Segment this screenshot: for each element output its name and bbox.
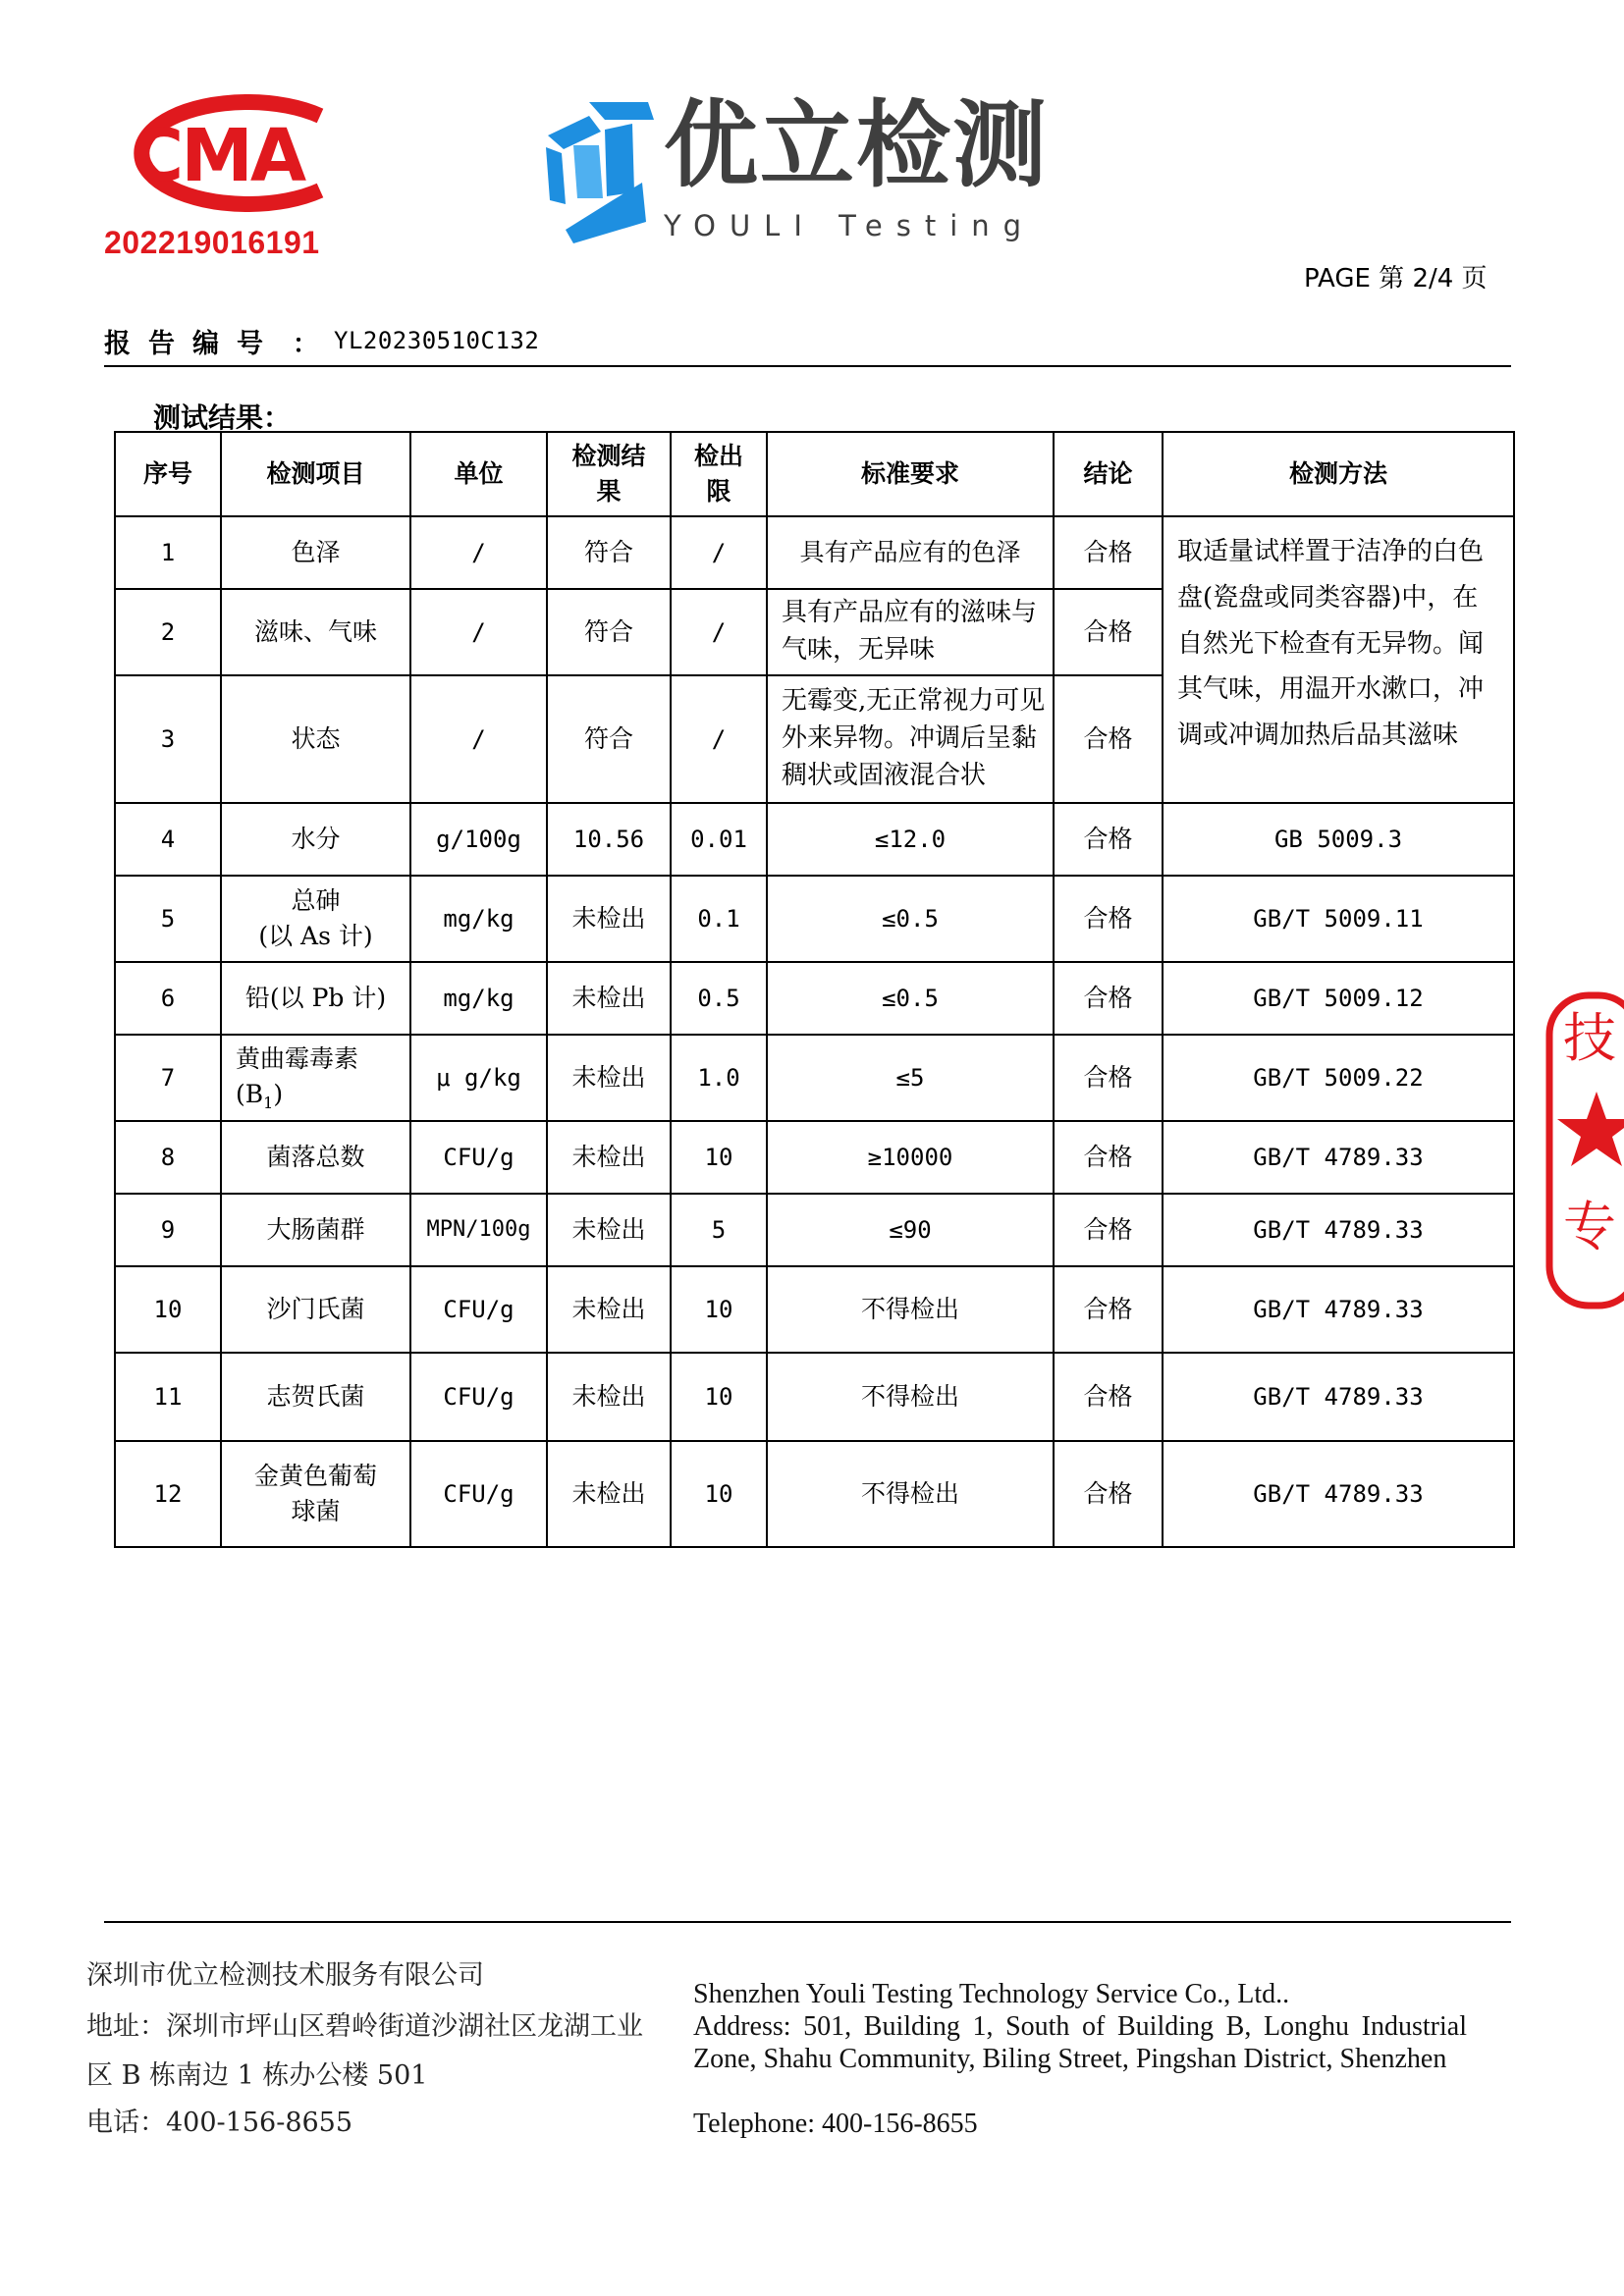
footer-address-cn: 地址：深圳市坪山区碧岭街道沙湖社区龙湖工业区 B 栋南边 1 栋办公楼 501 bbox=[86, 2011, 643, 2091]
cell-requirement: ≤12.0 bbox=[767, 803, 1054, 876]
cell-conclusion: 合格 bbox=[1054, 1266, 1163, 1353]
cell-unit: MPN/100g bbox=[410, 1194, 547, 1266]
table-row bbox=[115, 1194, 1514, 1266]
cell-result: 符合 bbox=[547, 516, 671, 589]
table-row bbox=[115, 1441, 1514, 1547]
cell-unit: CFU/g bbox=[410, 1441, 547, 1547]
cell-no: 7 bbox=[115, 1035, 221, 1121]
cell-requirement: 具有产品应有的滋味与气味，无异味 bbox=[767, 589, 1054, 675]
cell-limit: 0.01 bbox=[671, 803, 767, 876]
table-row bbox=[115, 1353, 1514, 1441]
cell-conclusion: 合格 bbox=[1054, 675, 1163, 803]
cell-item-line: 总砷 bbox=[291, 885, 341, 915]
cell-conclusion: 合格 bbox=[1054, 1121, 1163, 1194]
cell-item: 志贺氏菌 bbox=[221, 1353, 410, 1441]
cell-item-line: 球菌 bbox=[291, 1497, 341, 1525]
cell-requirement: 无霉变,无正常视力可见外来异物。冲调后呈黏稠状或固液混合状 bbox=[767, 675, 1054, 803]
report-number-colon: ： bbox=[293, 330, 319, 359]
results-table bbox=[114, 431, 1515, 1548]
cell-unit: CFU/g bbox=[410, 1121, 547, 1194]
cell-unit: / bbox=[410, 516, 547, 589]
cell-requirement: 不得检出 bbox=[767, 1266, 1054, 1353]
cell-result: 符合 bbox=[547, 675, 671, 803]
cell-result: 10.56 bbox=[547, 803, 671, 876]
cell-result: 符合 bbox=[547, 589, 671, 675]
cell-result: 未检出 bbox=[547, 962, 671, 1035]
cell-item: 菌落总数 bbox=[221, 1121, 410, 1194]
cell-no: 11 bbox=[115, 1353, 221, 1441]
cell-unit: μ g/kg bbox=[410, 1035, 547, 1121]
table-row bbox=[115, 1121, 1514, 1194]
cell-limit: 1.0 bbox=[671, 1035, 767, 1121]
table-row bbox=[115, 1035, 1514, 1121]
cell-conclusion: 合格 bbox=[1054, 1194, 1163, 1266]
cell-item bbox=[221, 876, 410, 962]
cell-requirement: 不得检出 bbox=[767, 1353, 1054, 1441]
cell-conclusion: 合格 bbox=[1054, 589, 1163, 675]
cell-limit: 10 bbox=[671, 1266, 767, 1353]
cell-conclusion: 合格 bbox=[1054, 1353, 1163, 1441]
footer-company-cn: 深圳市优立检测技术服务有限公司 bbox=[86, 1960, 484, 1991]
cell-no: 12 bbox=[115, 1441, 221, 1547]
cell-no: 4 bbox=[115, 803, 221, 876]
cma-logo-text: CMA bbox=[130, 114, 304, 198]
cell-conclusion: 合格 bbox=[1054, 962, 1163, 1035]
report-number-label: 报告编号 bbox=[104, 329, 281, 359]
cell-item: 沙门氏菌 bbox=[221, 1266, 410, 1353]
header-divider bbox=[104, 365, 1511, 367]
cell-item-text: ) bbox=[273, 1080, 284, 1109]
footer-divider bbox=[104, 1921, 1511, 1923]
cell-conclusion: 合格 bbox=[1054, 516, 1163, 589]
cell-requirement: ≤90 bbox=[767, 1194, 1054, 1266]
cell-limit: 10 bbox=[671, 1353, 767, 1441]
column-header bbox=[671, 432, 767, 516]
brand-name: 优立检测 bbox=[664, 89, 1049, 200]
cell-limit: 5 bbox=[671, 1194, 767, 1266]
cell-method: GB/T 4789.33 bbox=[1163, 1121, 1514, 1194]
cell-item-line: 金黄色葡萄 bbox=[253, 1461, 377, 1490]
seal-char: 技 bbox=[1563, 1007, 1616, 1069]
cell-method-shared: 取适量试样置于洁净的白色盘(瓷盘或同类容器)中，在自然光下检查有无异物。闻其气味，用温开水漱口，冲调或冲调加热后品其滋味 bbox=[1163, 516, 1514, 803]
cell-result: 未检出 bbox=[547, 1441, 671, 1547]
cell-limit: / bbox=[671, 675, 767, 803]
cell-unit: CFU/g bbox=[410, 1353, 547, 1441]
cell-item-subscript: 1 bbox=[263, 1094, 274, 1113]
cell-no: 5 bbox=[115, 876, 221, 962]
cell-item-line bbox=[236, 1077, 404, 1114]
cell-item-text: (B bbox=[236, 1080, 264, 1109]
brand-logo-icon bbox=[544, 102, 654, 243]
cell-item: 状态 bbox=[221, 675, 410, 803]
cell-unit: mg/kg bbox=[410, 962, 547, 1035]
cell-method: GB/T 4789.33 bbox=[1163, 1441, 1514, 1547]
section-title: 测试结果： bbox=[153, 401, 292, 434]
cell-conclusion: 合格 bbox=[1054, 1441, 1163, 1547]
cell-no: 6 bbox=[115, 962, 221, 1035]
cell-method: GB/T 4789.33 bbox=[1163, 1266, 1514, 1353]
cell-conclusion: 合格 bbox=[1054, 876, 1163, 962]
cell-item bbox=[221, 1035, 410, 1121]
cell-result: 未检出 bbox=[547, 1266, 671, 1353]
cell-limit: 10 bbox=[671, 1121, 767, 1194]
cma-certificate-number: 202219016191 bbox=[104, 225, 320, 260]
cell-result: 未检出 bbox=[547, 1035, 671, 1121]
cell-limit: / bbox=[671, 516, 767, 589]
cell-requirement: 具有产品应有的色泽 bbox=[767, 516, 1054, 589]
table-row bbox=[115, 962, 1514, 1035]
footer-phone-cn: 电话：400-156-8655 bbox=[86, 2108, 353, 2138]
cell-no: 10 bbox=[115, 1266, 221, 1353]
cell-no: 2 bbox=[115, 589, 221, 675]
cell-conclusion: 合格 bbox=[1054, 803, 1163, 876]
cell-result: 未检出 bbox=[547, 1353, 671, 1441]
cell-item-line: (以 As 计) bbox=[258, 922, 373, 950]
seal-stamp bbox=[1542, 982, 1624, 1315]
cell-no: 1 bbox=[115, 516, 221, 589]
footer-phone-en: Telephone: 400-156-8655 bbox=[693, 2109, 978, 2139]
seal-char: 专 bbox=[1563, 1196, 1616, 1257]
cell-no: 3 bbox=[115, 675, 221, 803]
column-header: 单位 bbox=[410, 432, 547, 516]
cell-requirement: 不得检出 bbox=[767, 1441, 1054, 1547]
cell-result: 未检出 bbox=[547, 876, 671, 962]
table-row bbox=[115, 876, 1514, 962]
footer-company-en: Shenzhen Youli Testing Technology Service Co., Ltd.. bbox=[693, 1979, 1290, 2009]
table-row bbox=[115, 516, 1514, 589]
cell-method: GB/T 4789.33 bbox=[1163, 1353, 1514, 1441]
table-header-row bbox=[115, 432, 1514, 516]
table-row bbox=[115, 803, 1514, 876]
cell-limit: / bbox=[671, 589, 767, 675]
cell-result: 未检出 bbox=[547, 1194, 671, 1266]
cell-limit: 0.1 bbox=[671, 876, 767, 962]
cell-requirement: ≤5 bbox=[767, 1035, 1054, 1121]
cell-unit: mg/kg bbox=[410, 876, 547, 962]
cell-requirement: ≤0.5 bbox=[767, 962, 1054, 1035]
cell-method: GB 5009.3 bbox=[1163, 803, 1514, 876]
column-header: 检测项目 bbox=[221, 432, 410, 516]
column-header: 标准要求 bbox=[767, 432, 1054, 516]
cell-result: 未检出 bbox=[547, 1121, 671, 1194]
cell-requirement: ≥10000 bbox=[767, 1121, 1054, 1194]
cell-item: 色泽 bbox=[221, 516, 410, 589]
cell-method: GB/T 4789.33 bbox=[1163, 1194, 1514, 1266]
cell-limit: 0.5 bbox=[671, 962, 767, 1035]
brand-name-english: YOULI Testing bbox=[664, 209, 1036, 242]
page-indicator: PAGE 第 2/4 页 bbox=[1304, 264, 1488, 294]
seal-star-icon bbox=[1557, 1092, 1624, 1166]
cell-no: 9 bbox=[115, 1194, 221, 1266]
cell-method: GB/T 5009.12 bbox=[1163, 962, 1514, 1035]
column-header-text: 检测结果 bbox=[571, 441, 646, 506]
cell-limit: 10 bbox=[671, 1441, 767, 1547]
cell-item: 滋味、气味 bbox=[221, 589, 410, 675]
cell-item: 水分 bbox=[221, 803, 410, 876]
cell-unit: CFU/g bbox=[410, 1266, 547, 1353]
cell-item-line: 黄曲霉毒素 bbox=[236, 1043, 359, 1073]
column-header: 检测方法 bbox=[1163, 432, 1514, 516]
cma-logo bbox=[88, 94, 346, 212]
cell-unit: g/100g bbox=[410, 803, 547, 876]
cell-no: 8 bbox=[115, 1121, 221, 1194]
footer-address-en: Address: 501, Building 1, South of Building B, Longhu Industrial Zone, Shahu Community, Biling Street, Pingshan District, Shenzhen bbox=[693, 2011, 1467, 2074]
table-row bbox=[115, 1266, 1514, 1353]
cell-conclusion: 合格 bbox=[1054, 1035, 1163, 1121]
column-header: 序号 bbox=[115, 432, 221, 516]
column-header: 结论 bbox=[1054, 432, 1163, 516]
cell-unit: / bbox=[410, 589, 547, 675]
cell-method: GB/T 5009.11 bbox=[1163, 876, 1514, 962]
column-header bbox=[547, 432, 671, 516]
cell-method: GB/T 5009.22 bbox=[1163, 1035, 1514, 1121]
cell-item: 铅(以 Pb 计) bbox=[221, 962, 410, 1035]
cell-item bbox=[221, 1441, 410, 1547]
cell-requirement: ≤0.5 bbox=[767, 876, 1054, 962]
report-number: YL20230510C132 bbox=[334, 327, 540, 354]
cell-unit: / bbox=[410, 675, 547, 803]
column-header-text: 检出限 bbox=[693, 441, 743, 506]
cell-item: 大肠菌群 bbox=[221, 1194, 410, 1266]
